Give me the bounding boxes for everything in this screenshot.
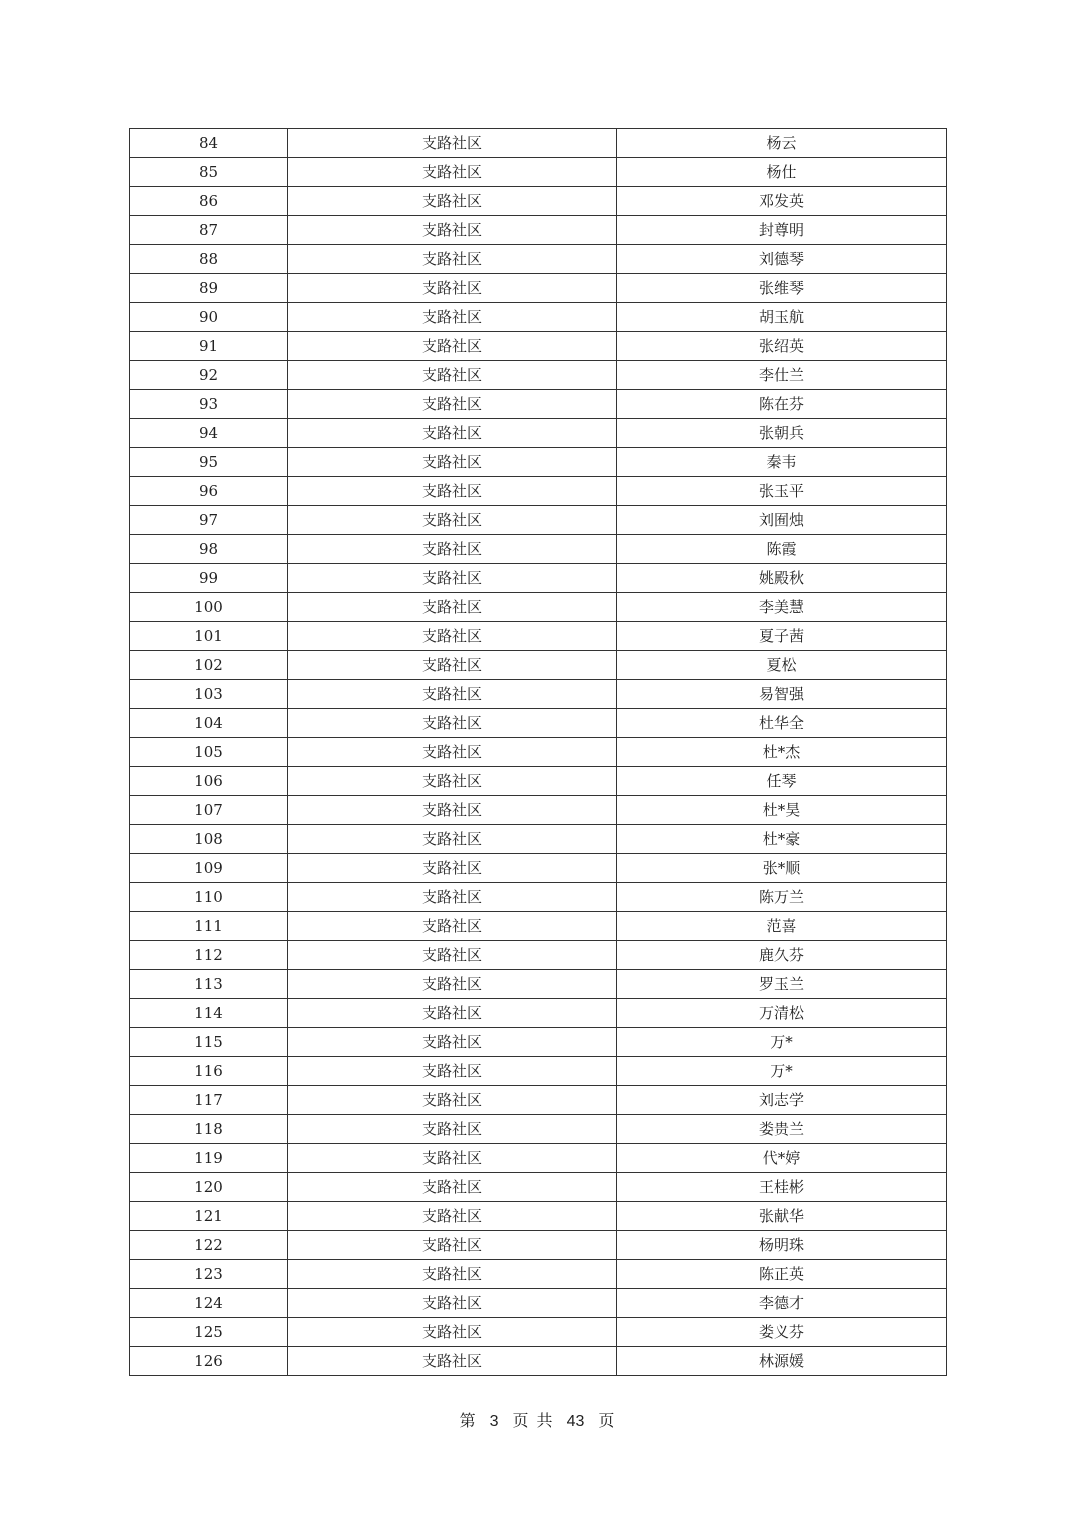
community-cell: 支路社区 [288, 1318, 617, 1347]
table-row [130, 390, 947, 419]
person-name-cell: 张维琴 [617, 274, 947, 303]
table-row [130, 1231, 947, 1260]
row-number-cell: 88 [130, 245, 288, 274]
row-number-cell: 105 [130, 738, 288, 767]
person-name-cell: 李仕兰 [617, 361, 947, 390]
row-number-cell: 90 [130, 303, 288, 332]
row-number-cell: 107 [130, 796, 288, 825]
person-name-cell: 娄贵兰 [617, 1115, 947, 1144]
community-cell: 支路社区 [288, 361, 617, 390]
row-number-cell: 95 [130, 448, 288, 477]
person-name-cell: 张绍英 [617, 332, 947, 361]
community-cell: 支路社区 [288, 245, 617, 274]
table-row [130, 448, 947, 477]
row-number-cell: 118 [130, 1115, 288, 1144]
row-number-cell: 119 [130, 1144, 288, 1173]
community-cell: 支路社区 [288, 390, 617, 419]
row-number-cell: 116 [130, 1057, 288, 1086]
table-row [130, 912, 947, 941]
community-cell: 支路社区 [288, 564, 617, 593]
community-cell: 支路社区 [288, 709, 617, 738]
row-number-cell: 126 [130, 1347, 288, 1376]
person-name-cell: 王桂彬 [617, 1173, 947, 1202]
community-cell: 支路社区 [288, 303, 617, 332]
community-cell: 支路社区 [288, 854, 617, 883]
person-name-cell: 夏子茜 [617, 622, 947, 651]
community-cell: 支路社区 [288, 158, 617, 187]
person-name-cell: 杨明珠 [617, 1231, 947, 1260]
person-name-cell: 代*婷 [617, 1144, 947, 1173]
table-row [130, 1202, 947, 1231]
community-cell: 支路社区 [288, 1028, 617, 1057]
table-row [130, 187, 947, 216]
community-cell: 支路社区 [288, 593, 617, 622]
person-name-cell: 李美慧 [617, 593, 947, 622]
row-number-cell: 84 [130, 129, 288, 158]
community-cell: 支路社区 [288, 941, 617, 970]
community-cell: 支路社区 [288, 1086, 617, 1115]
row-number-cell: 96 [130, 477, 288, 506]
person-name-cell: 易智强 [617, 680, 947, 709]
community-cell: 支路社区 [288, 129, 617, 158]
person-name-cell: 陈在芬 [617, 390, 947, 419]
footer-total-pages: 43 [566, 1413, 585, 1430]
row-number-cell: 110 [130, 883, 288, 912]
community-cell: 支路社区 [288, 506, 617, 535]
row-number-cell: 89 [130, 274, 288, 303]
person-name-cell: 杜华全 [617, 709, 947, 738]
row-number-cell: 115 [130, 1028, 288, 1057]
table-row [130, 1318, 947, 1347]
person-name-cell: 鹿久芬 [617, 941, 947, 970]
table-row [130, 970, 947, 999]
table-row [130, 622, 947, 651]
community-cell: 支路社区 [288, 767, 617, 796]
table-row [130, 941, 947, 970]
community-cell: 支路社区 [288, 1115, 617, 1144]
table-row [130, 419, 947, 448]
community-cell: 支路社区 [288, 216, 617, 245]
table-row [130, 796, 947, 825]
person-name-cell: 李德才 [617, 1289, 947, 1318]
person-name-cell: 刘志学 [617, 1086, 947, 1115]
row-number-cell: 113 [130, 970, 288, 999]
row-number-cell: 122 [130, 1231, 288, 1260]
person-name-cell: 陈万兰 [617, 883, 947, 912]
community-cell: 支路社区 [288, 622, 617, 651]
community-cell: 支路社区 [288, 187, 617, 216]
row-number-cell: 102 [130, 651, 288, 680]
person-name-cell: 林源媛 [617, 1347, 947, 1376]
person-name-cell: 杨仕 [617, 158, 947, 187]
row-number-cell: 104 [130, 709, 288, 738]
person-name-cell: 封尊明 [617, 216, 947, 245]
table-row [130, 680, 947, 709]
table-row [130, 651, 947, 680]
footer-page-word: 页 [512, 1411, 529, 1430]
community-cell: 支路社区 [288, 999, 617, 1028]
person-name-cell: 万* [617, 1057, 947, 1086]
page-footer [0, 1409, 1074, 1434]
community-cell: 支路社区 [288, 1202, 617, 1231]
person-name-cell: 陈霞 [617, 535, 947, 564]
table-row [130, 709, 947, 738]
community-cell: 支路社区 [288, 419, 617, 448]
community-cell: 支路社区 [288, 274, 617, 303]
row-number-cell: 98 [130, 535, 288, 564]
row-number-cell: 117 [130, 1086, 288, 1115]
community-cell: 支路社区 [288, 1057, 617, 1086]
person-name-cell: 罗玉兰 [617, 970, 947, 999]
table-row [130, 535, 947, 564]
footer-suffix: 页 [598, 1411, 615, 1430]
community-cell: 支路社区 [288, 535, 617, 564]
community-cell: 支路社区 [288, 1173, 617, 1202]
person-name-cell: 刘囿烛 [617, 506, 947, 535]
person-name-cell: 张*顺 [617, 854, 947, 883]
row-number-cell: 91 [130, 332, 288, 361]
person-name-cell: 杜*杰 [617, 738, 947, 767]
community-cell: 支路社区 [288, 1260, 617, 1289]
person-name-cell: 秦韦 [617, 448, 947, 477]
table-row [130, 1028, 947, 1057]
community-cell: 支路社区 [288, 1289, 617, 1318]
person-name-cell: 任琴 [617, 767, 947, 796]
row-number-cell: 100 [130, 593, 288, 622]
table-row [130, 506, 947, 535]
row-number-cell: 120 [130, 1173, 288, 1202]
person-name-cell: 陈正英 [617, 1260, 947, 1289]
row-number-cell: 109 [130, 854, 288, 883]
person-name-cell: 张玉平 [617, 477, 947, 506]
community-cell: 支路社区 [288, 825, 617, 854]
row-number-cell: 124 [130, 1289, 288, 1318]
row-number-cell: 111 [130, 912, 288, 941]
person-name-cell: 娄义芬 [617, 1318, 947, 1347]
community-cell: 支路社区 [288, 1144, 617, 1173]
row-number-cell: 103 [130, 680, 288, 709]
table-row [130, 593, 947, 622]
row-number-cell: 94 [130, 419, 288, 448]
footer-current-page: 3 [489, 1413, 499, 1430]
table-row [130, 1144, 947, 1173]
table-row [130, 1173, 947, 1202]
row-number-cell: 106 [130, 767, 288, 796]
person-name-cell: 胡玉航 [617, 303, 947, 332]
table-row [130, 1260, 947, 1289]
table-row [130, 883, 947, 912]
footer-prefix: 第 [459, 1411, 476, 1430]
community-cell: 支路社区 [288, 448, 617, 477]
table-row [130, 1289, 947, 1318]
row-number-cell: 108 [130, 825, 288, 854]
table-row [130, 1115, 947, 1144]
table-row [130, 216, 947, 245]
person-name-cell: 万* [617, 1028, 947, 1057]
community-cell: 支路社区 [288, 1231, 617, 1260]
roster-table [129, 128, 947, 1376]
table-row [130, 767, 947, 796]
table-row [130, 245, 947, 274]
row-number-cell: 97 [130, 506, 288, 535]
table-row [130, 361, 947, 390]
person-name-cell: 杨云 [617, 129, 947, 158]
table-row [130, 158, 947, 187]
community-cell: 支路社区 [288, 651, 617, 680]
person-name-cell: 夏松 [617, 651, 947, 680]
person-name-cell: 杜*豪 [617, 825, 947, 854]
community-cell: 支路社区 [288, 680, 617, 709]
table-row [130, 1347, 947, 1376]
community-cell: 支路社区 [288, 332, 617, 361]
community-cell: 支路社区 [288, 912, 617, 941]
table-row [130, 825, 947, 854]
community-cell: 支路社区 [288, 738, 617, 767]
table-row [130, 477, 947, 506]
footer-total-word: 共 [536, 1411, 553, 1430]
community-cell: 支路社区 [288, 477, 617, 506]
row-number-cell: 123 [130, 1260, 288, 1289]
row-number-cell: 99 [130, 564, 288, 593]
row-number-cell: 121 [130, 1202, 288, 1231]
table-row [130, 854, 947, 883]
table-row [130, 999, 947, 1028]
table-row [130, 303, 947, 332]
table-row [130, 1086, 947, 1115]
table-row [130, 564, 947, 593]
community-cell: 支路社区 [288, 1347, 617, 1376]
row-number-cell: 86 [130, 187, 288, 216]
person-name-cell: 邓发英 [617, 187, 947, 216]
community-cell: 支路社区 [288, 970, 617, 999]
table-row [130, 1057, 947, 1086]
person-name-cell: 杜*昊 [617, 796, 947, 825]
row-number-cell: 114 [130, 999, 288, 1028]
table-row [130, 738, 947, 767]
row-number-cell: 125 [130, 1318, 288, 1347]
community-cell: 支路社区 [288, 883, 617, 912]
community-cell: 支路社区 [288, 796, 617, 825]
person-name-cell: 张朝兵 [617, 419, 947, 448]
person-name-cell: 刘德琴 [617, 245, 947, 274]
person-name-cell: 张献华 [617, 1202, 947, 1231]
row-number-cell: 92 [130, 361, 288, 390]
table-row [130, 332, 947, 361]
person-name-cell: 范喜 [617, 912, 947, 941]
row-number-cell: 85 [130, 158, 288, 187]
roster-table-body [130, 129, 947, 1376]
row-number-cell: 101 [130, 622, 288, 651]
table-row [130, 274, 947, 303]
row-number-cell: 87 [130, 216, 288, 245]
person-name-cell: 万清松 [617, 999, 947, 1028]
table-row [130, 129, 947, 158]
row-number-cell: 93 [130, 390, 288, 419]
person-name-cell: 姚殿秋 [617, 564, 947, 593]
row-number-cell: 112 [130, 941, 288, 970]
